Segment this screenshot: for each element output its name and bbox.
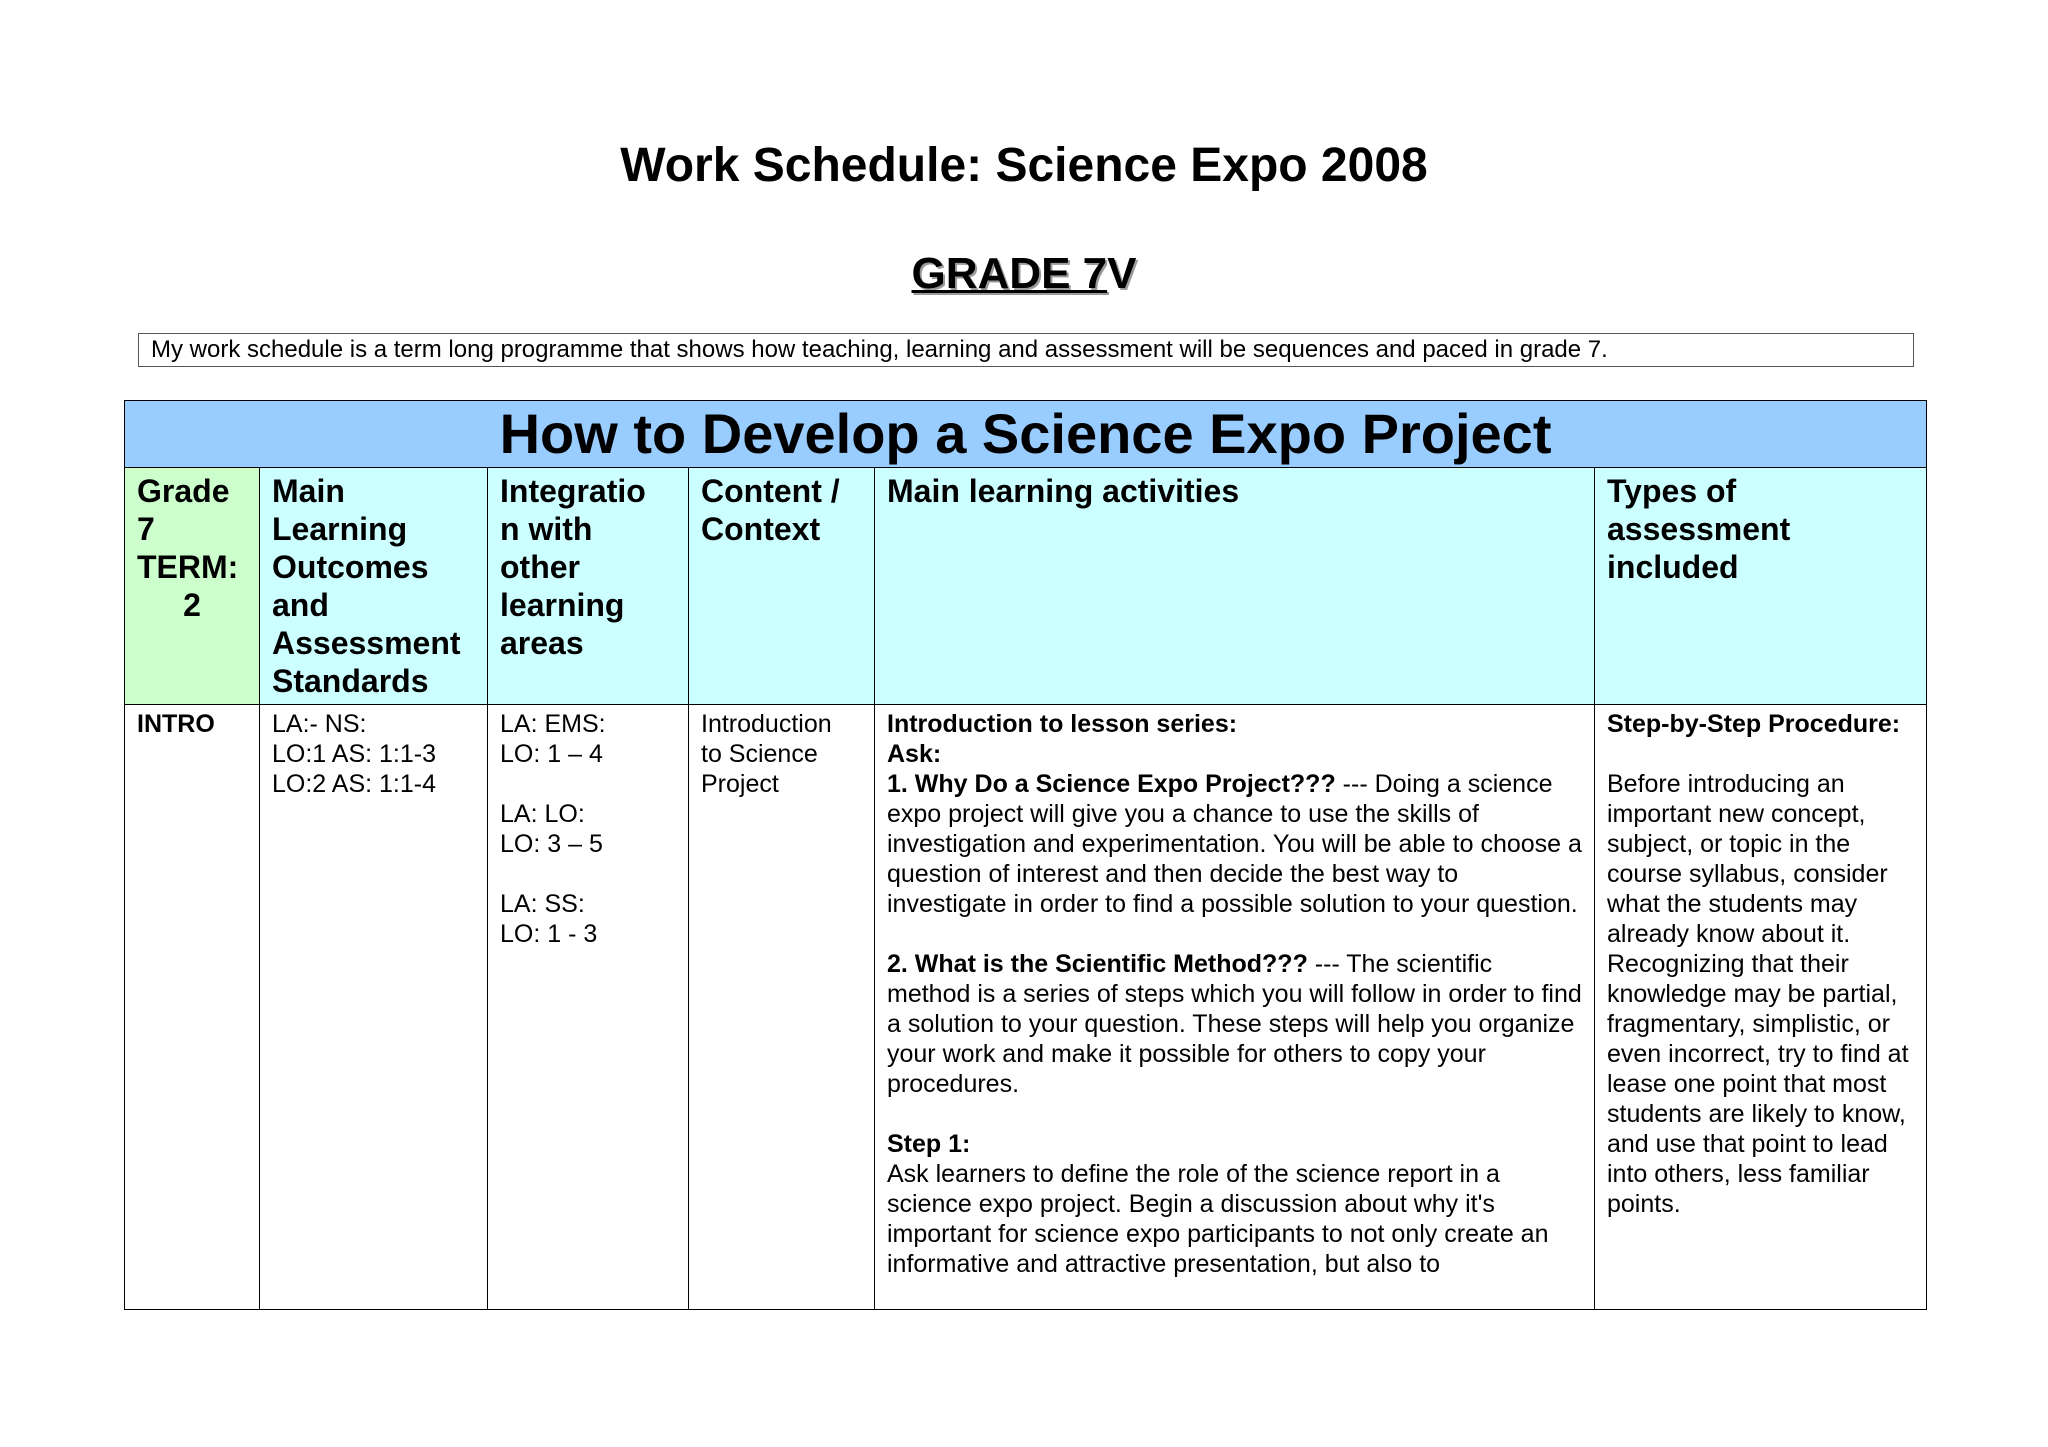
header-assessment: [1595, 468, 1927, 705]
content-line: Project: [701, 770, 779, 798]
schedule-table: [124, 400, 1927, 1310]
header-activities: Main learning activities: [875, 468, 1595, 705]
grade-heading-main: GRADE 7: [911, 249, 1108, 298]
cell-integration: [488, 705, 689, 1310]
document-title: Work Schedule: Science Expo 2008: [620, 139, 1428, 192]
header-outcomes: [260, 468, 488, 705]
header-integration: [488, 468, 689, 705]
integration-line: LO: 1 - 3: [500, 920, 598, 948]
activities-text: [887, 709, 1582, 1305]
header-assessment-line: Types of assessment: [1607, 473, 1791, 547]
header-assessment-line: included: [1607, 549, 1739, 585]
outcome-line: LA:- NS:: [272, 710, 367, 738]
integration-line: LA: SS:: [500, 890, 585, 918]
grade-heading-suffix: V: [1107, 249, 1137, 298]
cell-content: [689, 705, 875, 1310]
activities-ask: Ask:: [887, 740, 942, 768]
header-row: [125, 468, 1927, 705]
step1-text: Ask learners to define the role of the science report in a science expo project. Begin a discussion about why it's important for science expo participants to not only create an informative and attractive presentation, but also to: [887, 1160, 1549, 1278]
integration-line: LA: LO:: [500, 800, 585, 828]
integration-line: LO: 1 – 4: [500, 740, 603, 768]
integration-line: LA: EMS:: [500, 710, 606, 738]
assessment-text: Before introducing an important new concept, subject, or topic in the course syllabus, consider what the students may already know about it. Recognizing that their knowledge may be partial, fragmentary, simplistic, or even incorrect, try to find at lease one point that most students are likely to know, and use that point to lead into others, less familiar points.: [1607, 770, 1909, 1218]
outcome-line: LO:2 AS: 1:1-4: [272, 770, 436, 798]
content-line: to Science: [701, 740, 818, 768]
q2-text: --- The scientific method is a series of steps which you will follow in order to find a solution to your question. These steps will help you organize your work and make it possible for others to copy your procedures.: [887, 950, 1582, 1098]
q1-text: --- Doing a science expo project will give you a chance to use the skills of investigation and experimentation. You will be able to choose a question of interest and then decide the best way to investigate in order to find a possible solution to your question.: [887, 770, 1582, 918]
table-row: [125, 705, 1927, 1310]
header-content-line: Content /: [701, 473, 840, 509]
header-outcomes-line: and: [272, 587, 329, 623]
grade-heading: [0, 244, 2048, 304]
activities-intro-heading: Introduction to lesson series:: [887, 710, 1238, 738]
header-outcomes-line: Learning: [272, 511, 408, 547]
cell-phase: INTRO: [125, 705, 260, 1310]
header-grade-line: TERM:: [137, 549, 239, 585]
header-grade-line: 2: [183, 587, 201, 623]
header-outcomes-line: Outcomes: [272, 549, 429, 585]
q1-heading: 1. Why Do a Science Expo Project???: [887, 770, 1336, 798]
content-line: Introduction: [701, 710, 832, 738]
step1-heading: Step 1:: [887, 1130, 971, 1158]
schedule-description: My work schedule is a term long programme that shows how teaching, learning and assessment will be sequences and paced in grade 7.: [138, 333, 1914, 367]
header-integration-line: other: [500, 549, 580, 585]
header-outcomes-line: Assessment: [272, 625, 461, 661]
header-grade-line: Grade: [137, 473, 230, 509]
header-content-line: Context: [701, 511, 821, 547]
integration-line: LO: 3 – 5: [500, 830, 603, 858]
table-banner: How to Develop a Science Expo Project: [125, 401, 1927, 468]
q2-heading: 2. What is the Scientific Method???: [887, 950, 1308, 978]
assessment-heading: Step-by-Step Procedure:: [1607, 710, 1901, 738]
header-grade-term: [125, 468, 260, 705]
outcome-line: LO:1 AS: 1:1-3: [272, 740, 436, 768]
header-integration-line: n with: [500, 511, 593, 547]
header-content: [689, 468, 875, 705]
activities-q1: [887, 769, 1582, 919]
header-integration-line: areas: [500, 625, 584, 661]
cell-activities: [875, 705, 1595, 1310]
header-integration-line: Integratio: [500, 473, 646, 509]
header-outcomes-line: Main: [272, 473, 345, 509]
cell-assessment: [1595, 705, 1927, 1310]
header-outcomes-line: Standards: [272, 663, 429, 699]
header-integration-line: learning: [500, 587, 625, 623]
header-grade-line: 7: [137, 511, 155, 547]
activities-q2: [887, 949, 1582, 1099]
banner-row: [125, 401, 1927, 468]
cell-outcomes: [260, 705, 488, 1310]
